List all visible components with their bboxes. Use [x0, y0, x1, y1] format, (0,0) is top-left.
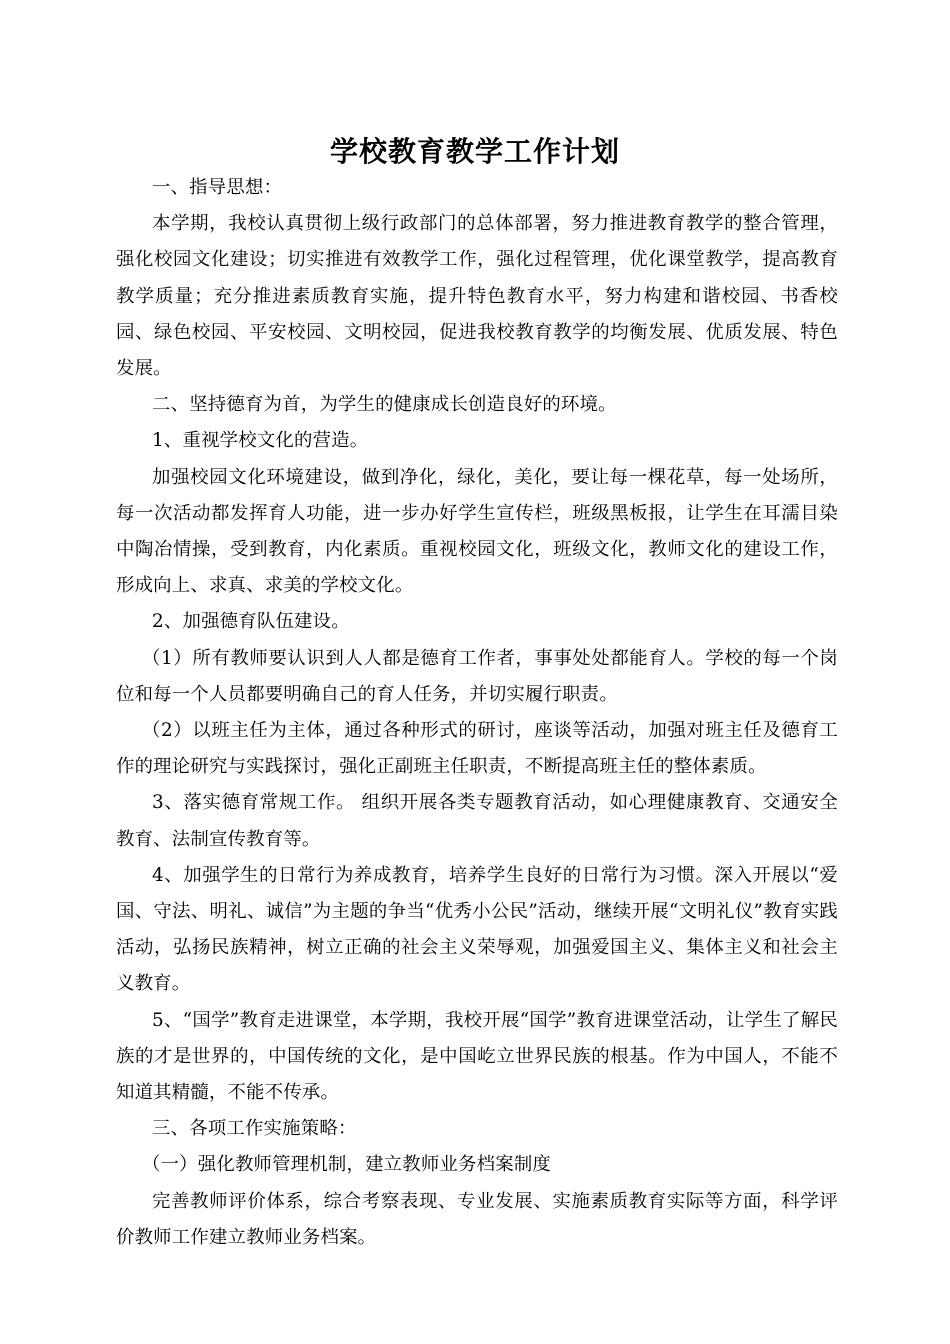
paragraph: 4、加强学生的日常行为养成教育，培养学生良好的日常行为习惯。深入开展以“爱国、守法、明礼、诚信”为主题的争当“优秀小公民”活动，继续开展“文明礼仪”教育实践活动，弘扬民族精神，树立正确的社会主义荣辱观，加强爱国主义、集体主义和社会主义教育。: [116, 864, 838, 995]
list-item: （一）强化教师管理机制，建立教师业务档案制度: [142, 1154, 551, 1176]
subheading-school-culture: 1、重视学校文化的营造。: [152, 430, 369, 452]
list-item: （2）以班主任为主体，通过各种形式的研讨，座谈等活动，加强对班主任及德育工作的理论研究与实践探讨，强化正副班主任职责，不断提高班主任的整体素质。: [116, 720, 838, 778]
paragraph: 3、落实德育常规工作。 组织开展各类专题教育活动，如心理健康教育、交通安全教育、法制宣传教育等。: [116, 792, 838, 850]
section-heading-moral-education: 二、坚持德育为首，为学生的健康成长创造良好的环境。: [152, 394, 617, 416]
document-body: [116, 170, 838, 1256]
list-item: （1）所有教师要认识到人人都是德育工作者，事事处处都能育人。学校的每一个岗位和每一个人员都要明确自己的育人任务，并切实履行职责。: [116, 647, 838, 705]
section-heading-strategies: 三、各项工作实施策略：: [152, 1118, 357, 1140]
section-heading-guiding-ideology: 一、指导思想：: [152, 177, 283, 198]
paragraph: 本学期，我校认真贯彻上级行政部门的总体部署，努力推进教育教学的整合管理，强化校园文化建设；切实推进有效教学工作，强化过程管理，优化课堂教学，提高教育教学质量；充分推进素质教育实施，提升特色教育水平，努力构建和谐校园、书香校园、绿色校园、平安校园、文明校园，促进我校教育教学的均衡发展、优质发展、特色发展。: [116, 213, 838, 380]
document-title: 学校教育教学工作计划: [329, 135, 620, 168]
paragraph: 加强校园文化环境建设，做到净化，绿化，美化，要让每一棵花草，每一处场所，每一次活动都发挥育人功能，进一步办好学生宣传栏，班级黑板报，让学生在耳濡目染中陶冶情操，受到教育，内化素质。重视校园文化，班级文化，教师文化的建设工作，形成向上、求真、求美的学校文化。: [116, 466, 838, 597]
subheading-moral-team: 2、加强德育队伍建设。: [152, 611, 350, 633]
paragraph: 5、“国学”教育走进课堂，本学期，我校开展“国学”教育进课堂活动，让学生了解民族的才是世界的，中国传统的文化，是中国屹立世界民族的根基。作为中国人，不能不知道其精髓，不能不传承。: [116, 1009, 838, 1104]
paragraph: 完善教师评价体系，综合考察表现、专业发展、实施素质教育实际等方面，科学评价教师工作建立教师业务档案。: [116, 1190, 838, 1248]
